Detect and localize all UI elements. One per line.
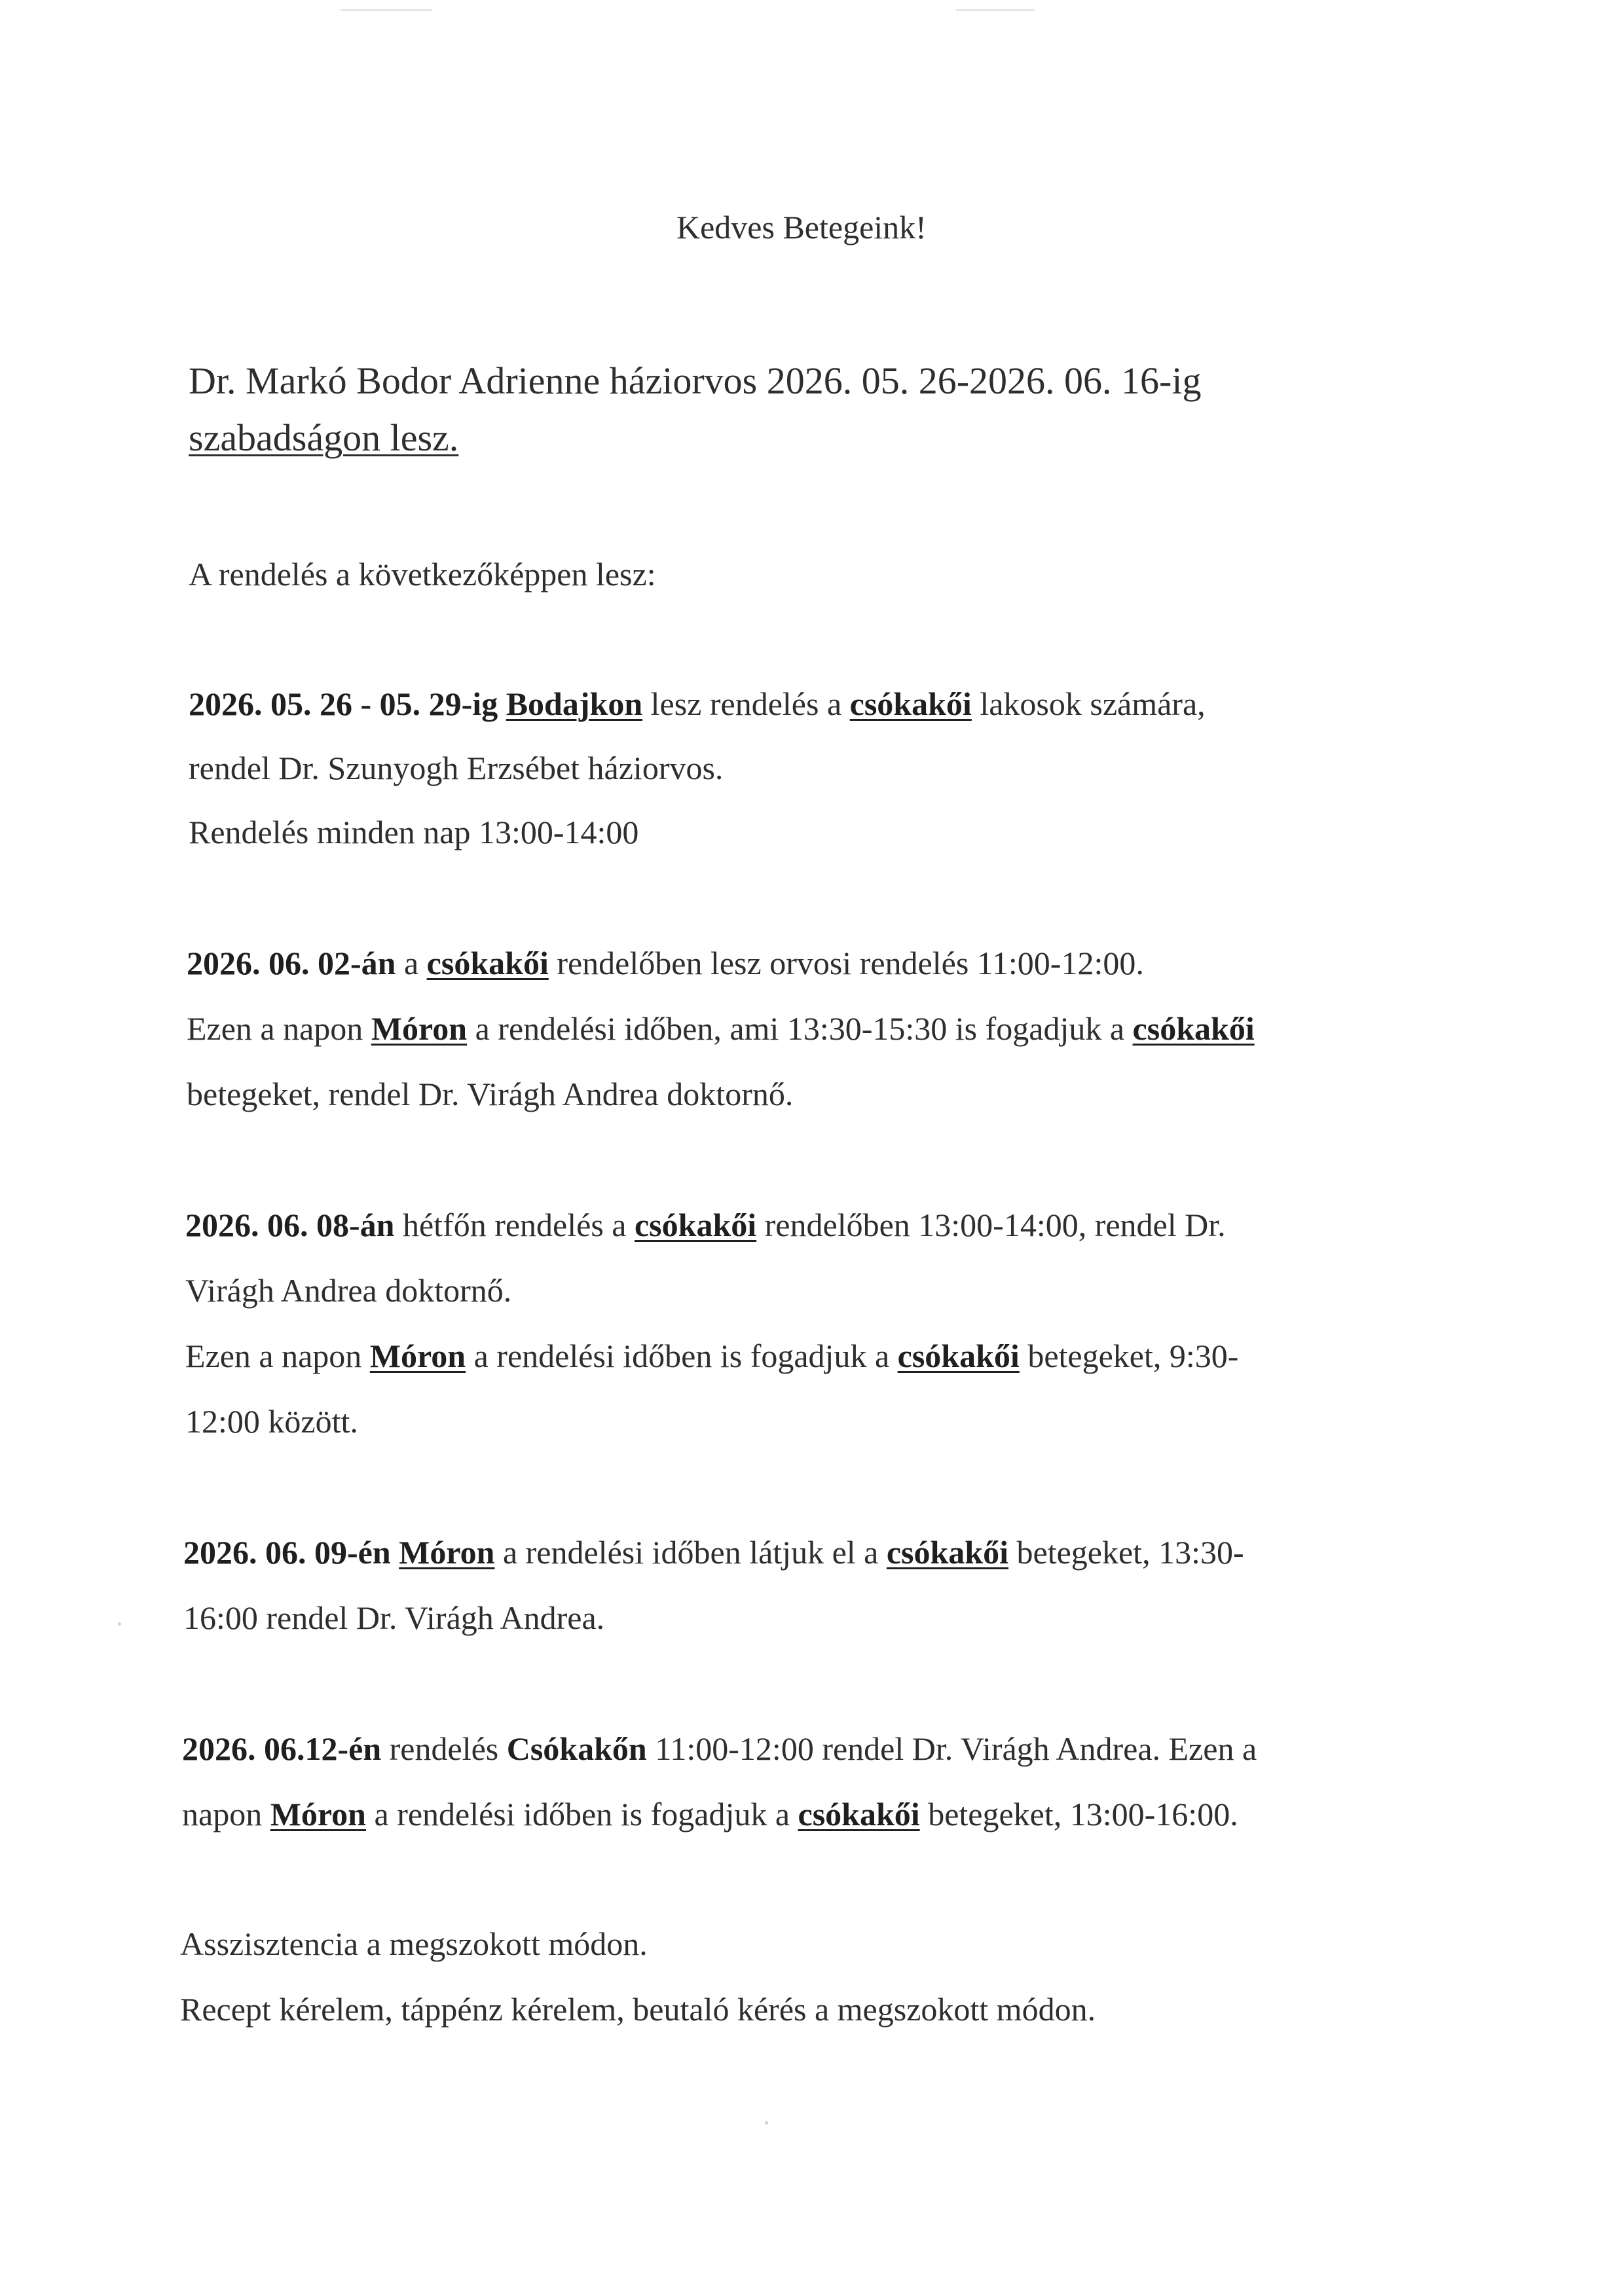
section-1-line-1 xyxy=(189,687,1206,720)
section-4-line-2: 16:00 rendel Dr. Virágh Andrea. xyxy=(183,1599,605,1636)
section-5-text-c: napon xyxy=(182,1796,263,1832)
section-3-place: Móron xyxy=(369,1338,466,1374)
section-5-place: Csókakőn xyxy=(506,1730,647,1767)
section-2-text-d: a rendelési időben, ami 13:30-15:30 is fogadjuk a xyxy=(475,1010,1125,1047)
section-2-line-1 xyxy=(187,947,1144,979)
section-4-line-1 xyxy=(183,1536,1244,1569)
section-2-date: 2026. 06. 02-án xyxy=(187,945,396,981)
section-5-date: 2026. 06.12-én xyxy=(182,1730,382,1767)
section-3-village-2: csókakői xyxy=(897,1338,1020,1374)
scan-mark xyxy=(341,9,432,11)
section-2-line-2 xyxy=(187,1012,1255,1045)
section-5-text-d: a rendelési időben is fogadjuk a xyxy=(374,1796,790,1832)
section-3-text-d: a rendelési időben is fogadjuk a xyxy=(473,1338,890,1374)
section-3-line-2: Virágh Andrea doktornő. xyxy=(185,1272,512,1309)
section-3-line-4: 12:00 között. xyxy=(185,1403,358,1440)
scan-mark xyxy=(956,9,1035,11)
section-1-line-2: rendel Dr. Szunyogh Erzsébet háziorvos. xyxy=(189,750,724,786)
section-3-text-e: betegeket, 9:30- xyxy=(1027,1338,1239,1374)
section-4-text-a: a rendelési időben látjuk el a xyxy=(502,1534,879,1571)
section-1-line-3: Rendelés minden nap 13:00-14:00 xyxy=(189,814,639,850)
section-2-text-a: a xyxy=(403,945,419,981)
section-5-text-e: betegeket, 13:00-16:00. xyxy=(928,1796,1238,1832)
section-2-text-c: Ezen a napon xyxy=(187,1010,363,1047)
section-5-text-b: 11:00-12:00 rendel Dr. Virágh Andrea. Ezen a xyxy=(655,1730,1257,1767)
intro-line-2: szabadságon lesz. xyxy=(189,416,459,459)
section-5-village: csókakői xyxy=(798,1796,920,1832)
section-1-village: csókakői xyxy=(849,685,972,722)
section-4-text-b: betegeket, 13:30- xyxy=(1016,1534,1244,1571)
section-3-village: csókakői xyxy=(634,1207,757,1243)
section-2-line-3: betegeket, rendel Dr. Virágh Andrea doktornő. xyxy=(187,1076,794,1112)
intro-line-1: Dr. Markó Bodor Adrienne háziorvos 2026. 05. 26-2026. 06. 16-ig xyxy=(189,359,1202,402)
section-5-place-2: Móron xyxy=(270,1796,366,1832)
section-5-text-a: rendelés xyxy=(389,1730,499,1767)
scan-speck xyxy=(765,2121,768,2124)
footer-line-1: Asszisztencia a megszokott módon. xyxy=(180,1925,648,1962)
section-2-text-b: rendelőben lesz orvosi rendelés 11:00-12:00. xyxy=(557,945,1144,981)
section-4-village: csókakői xyxy=(886,1534,1009,1571)
section-1-date: 2026. 05. 26 - 05. 29-ig xyxy=(189,685,498,722)
section-5-line-2 xyxy=(182,1798,1238,1831)
section-4-date: 2026. 06. 09-én xyxy=(183,1534,391,1571)
section-3-date: 2026. 06. 08-án xyxy=(185,1207,395,1243)
section-5-line-1 xyxy=(182,1732,1257,1765)
section-2-place: Móron xyxy=(371,1010,468,1047)
section-2-village: csókakői xyxy=(426,945,549,981)
section-3-text-b: rendelőben 13:00-14:00, rendel Dr. xyxy=(764,1207,1226,1243)
greeting: Kedves Betegeink! xyxy=(676,209,927,246)
section-1-text-b: lakosok számára, xyxy=(980,685,1206,722)
lead-text: A rendelés a következőképpen lesz: xyxy=(189,556,656,592)
section-2-village-2: csókakői xyxy=(1132,1010,1255,1047)
scan-speck xyxy=(118,1622,121,1626)
section-3-line-3 xyxy=(185,1339,1238,1372)
section-1-text-a: lesz rendelés a xyxy=(650,685,842,722)
section-4-place: Móron xyxy=(399,1534,495,1571)
section-3-line-1 xyxy=(185,1209,1226,1241)
section-3-text-c: Ezen a napon xyxy=(185,1338,362,1374)
section-3-text-a: hétfőn rendelés a xyxy=(402,1207,627,1243)
section-1-place: Bodajkon xyxy=(506,685,643,722)
footer-line-2: Recept kérelem, táppénz kérelem, beutaló kérés a megszokott módon. xyxy=(180,1991,1096,2028)
